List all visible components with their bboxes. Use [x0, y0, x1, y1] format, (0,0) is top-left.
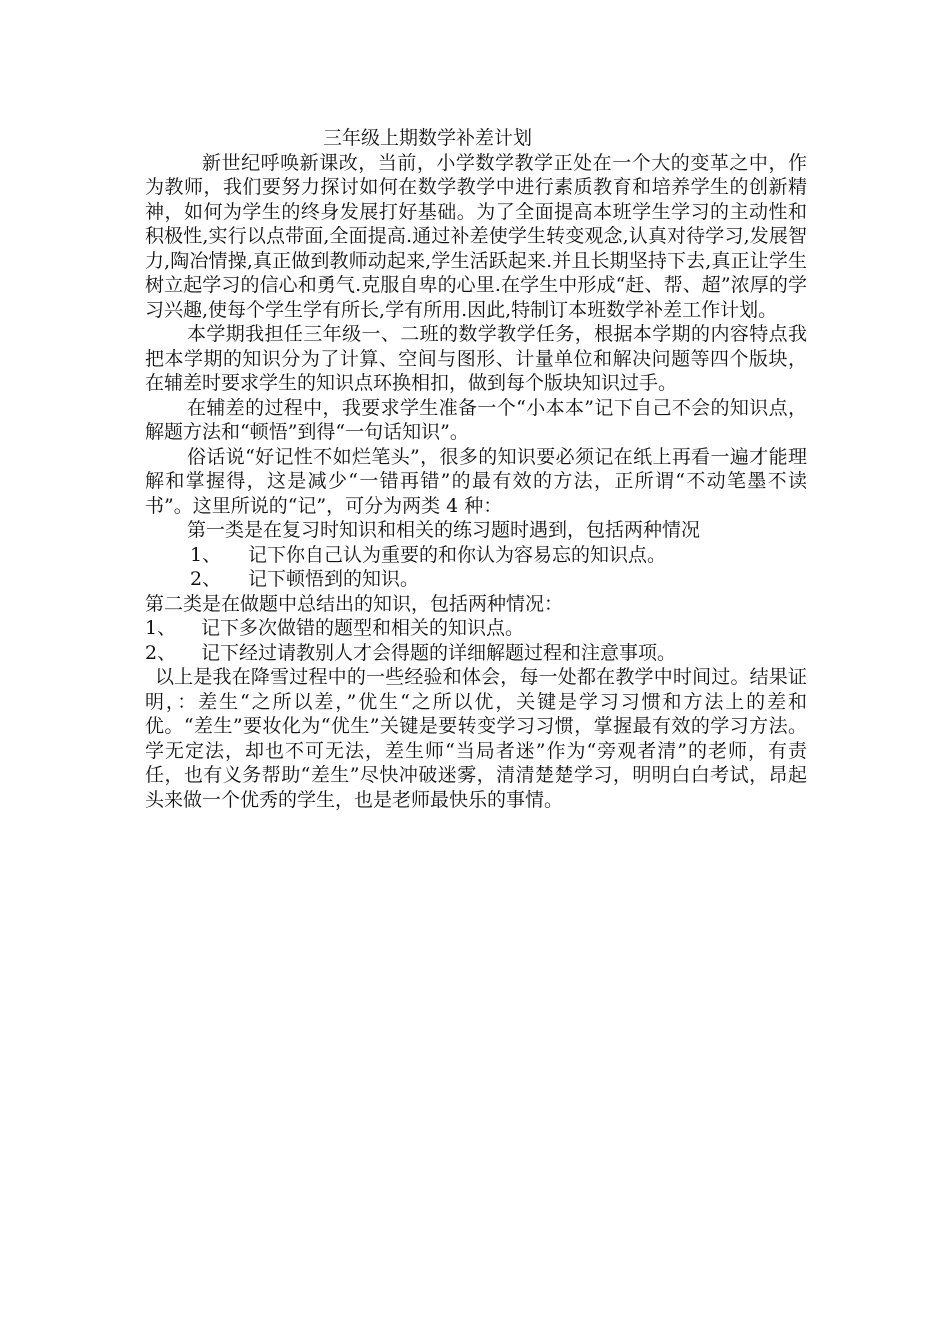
second-category-heading: 第二类是在做题中总结出的知识，包括两种情况： — [145, 592, 564, 615]
item-text: 记下多次做错的题型和相关的知识点。 — [201, 617, 525, 639]
item-number: 1、 — [190, 543, 222, 566]
intro-paragraph: 新世纪呼唤新课改，当前，小学数学教学正处在一个大的变革之中，作为教师，我们要努力探讨如何在数学教学中进行素质教育和培养学生的创新精神，如何为学生的终身发展打好基础。为了全面提高本班学生学习的主动性和积极性,实行以点带面,全面提高.通过补差使学生转变观念,认真对待学习,发展智力,陶冶情操,真正做到教师动起来,学生活跃起来.并且长期坚持下去,真正让学生树立起学习的信心和勇气.克服自卑的心里.在学生中形成“赶、帮、超”浓厚的学习兴趣,使每个学生学有所长,学有所用.因此,特制订本班数学补差工作计划。 — [145, 151, 807, 321]
first-category-heading: 第一类是在复习时知识和相关的练习题时遇到，包括两种情况 — [187, 519, 701, 541]
notebook-paragraph: 在辅差的过程中，我要求学生准备一个“小本本”记下自己不会的知识点，解题方法和“顿悟”到得“一句话知识”。 — [145, 396, 807, 443]
item-number: 2、 — [145, 641, 177, 664]
first-category-item — [145, 543, 807, 568]
semester-paragraph: 本学期我担任三年级一、二班的数学教学任务，根据本学期的内容特点我把本学期的知识分为了计算、空间与图形、计量单位和解决问题等四个版块，在辅差时要求学生的知识点环换相扣，做到每个版块知识过手。 — [145, 323, 807, 394]
item-text: 记下顿悟到的知识。 — [248, 568, 420, 590]
item-number: 2、 — [190, 568, 222, 590]
document-title: 三年级上期数学补差计划 — [323, 127, 533, 149]
second-category-item — [145, 641, 807, 666]
proverb-paragraph: 俗话说“好记性不如烂笔头”，很多的知识要必须记在纸上再看一遍才能理解和掌握得，这是减少“一错再错”的最有效的方法，正所谓“不动笔墨不读书”。这里所说的“记”，可分为两类 4 种： — [145, 445, 807, 517]
item-number: 1、 — [145, 617, 177, 639]
document-body — [145, 126, 807, 812]
closing-paragraph: 以上是我在降雪过程中的一些经验和体会，每一处都在教学中时间过。结果证明，：差生“之所以差，”优生“之所以优，关键是学习习惯和方法上的差和优。“差生”要妆化为“优生”关键是要转变学习习惯，掌握最有效的学习方法。学无定法，却也不可无法，差生师“当局者迷”作为“旁观者清”的老师，有责任，也有义务帮助“差生”尽快冲破迷雾，清清楚楚学习，明明白白考试，昂起头来做一个优秀的学生，也是老师最快乐的事情。 — [145, 666, 807, 811]
item-text: 记下经过请教别人才会得题的详细解题过程和注意事项。 — [201, 641, 677, 664]
first-category-item — [145, 567, 807, 592]
item-text: 记下你自己认为重要的和你认为容易忘的知识点。 — [248, 543, 667, 566]
second-category-item — [145, 616, 807, 641]
